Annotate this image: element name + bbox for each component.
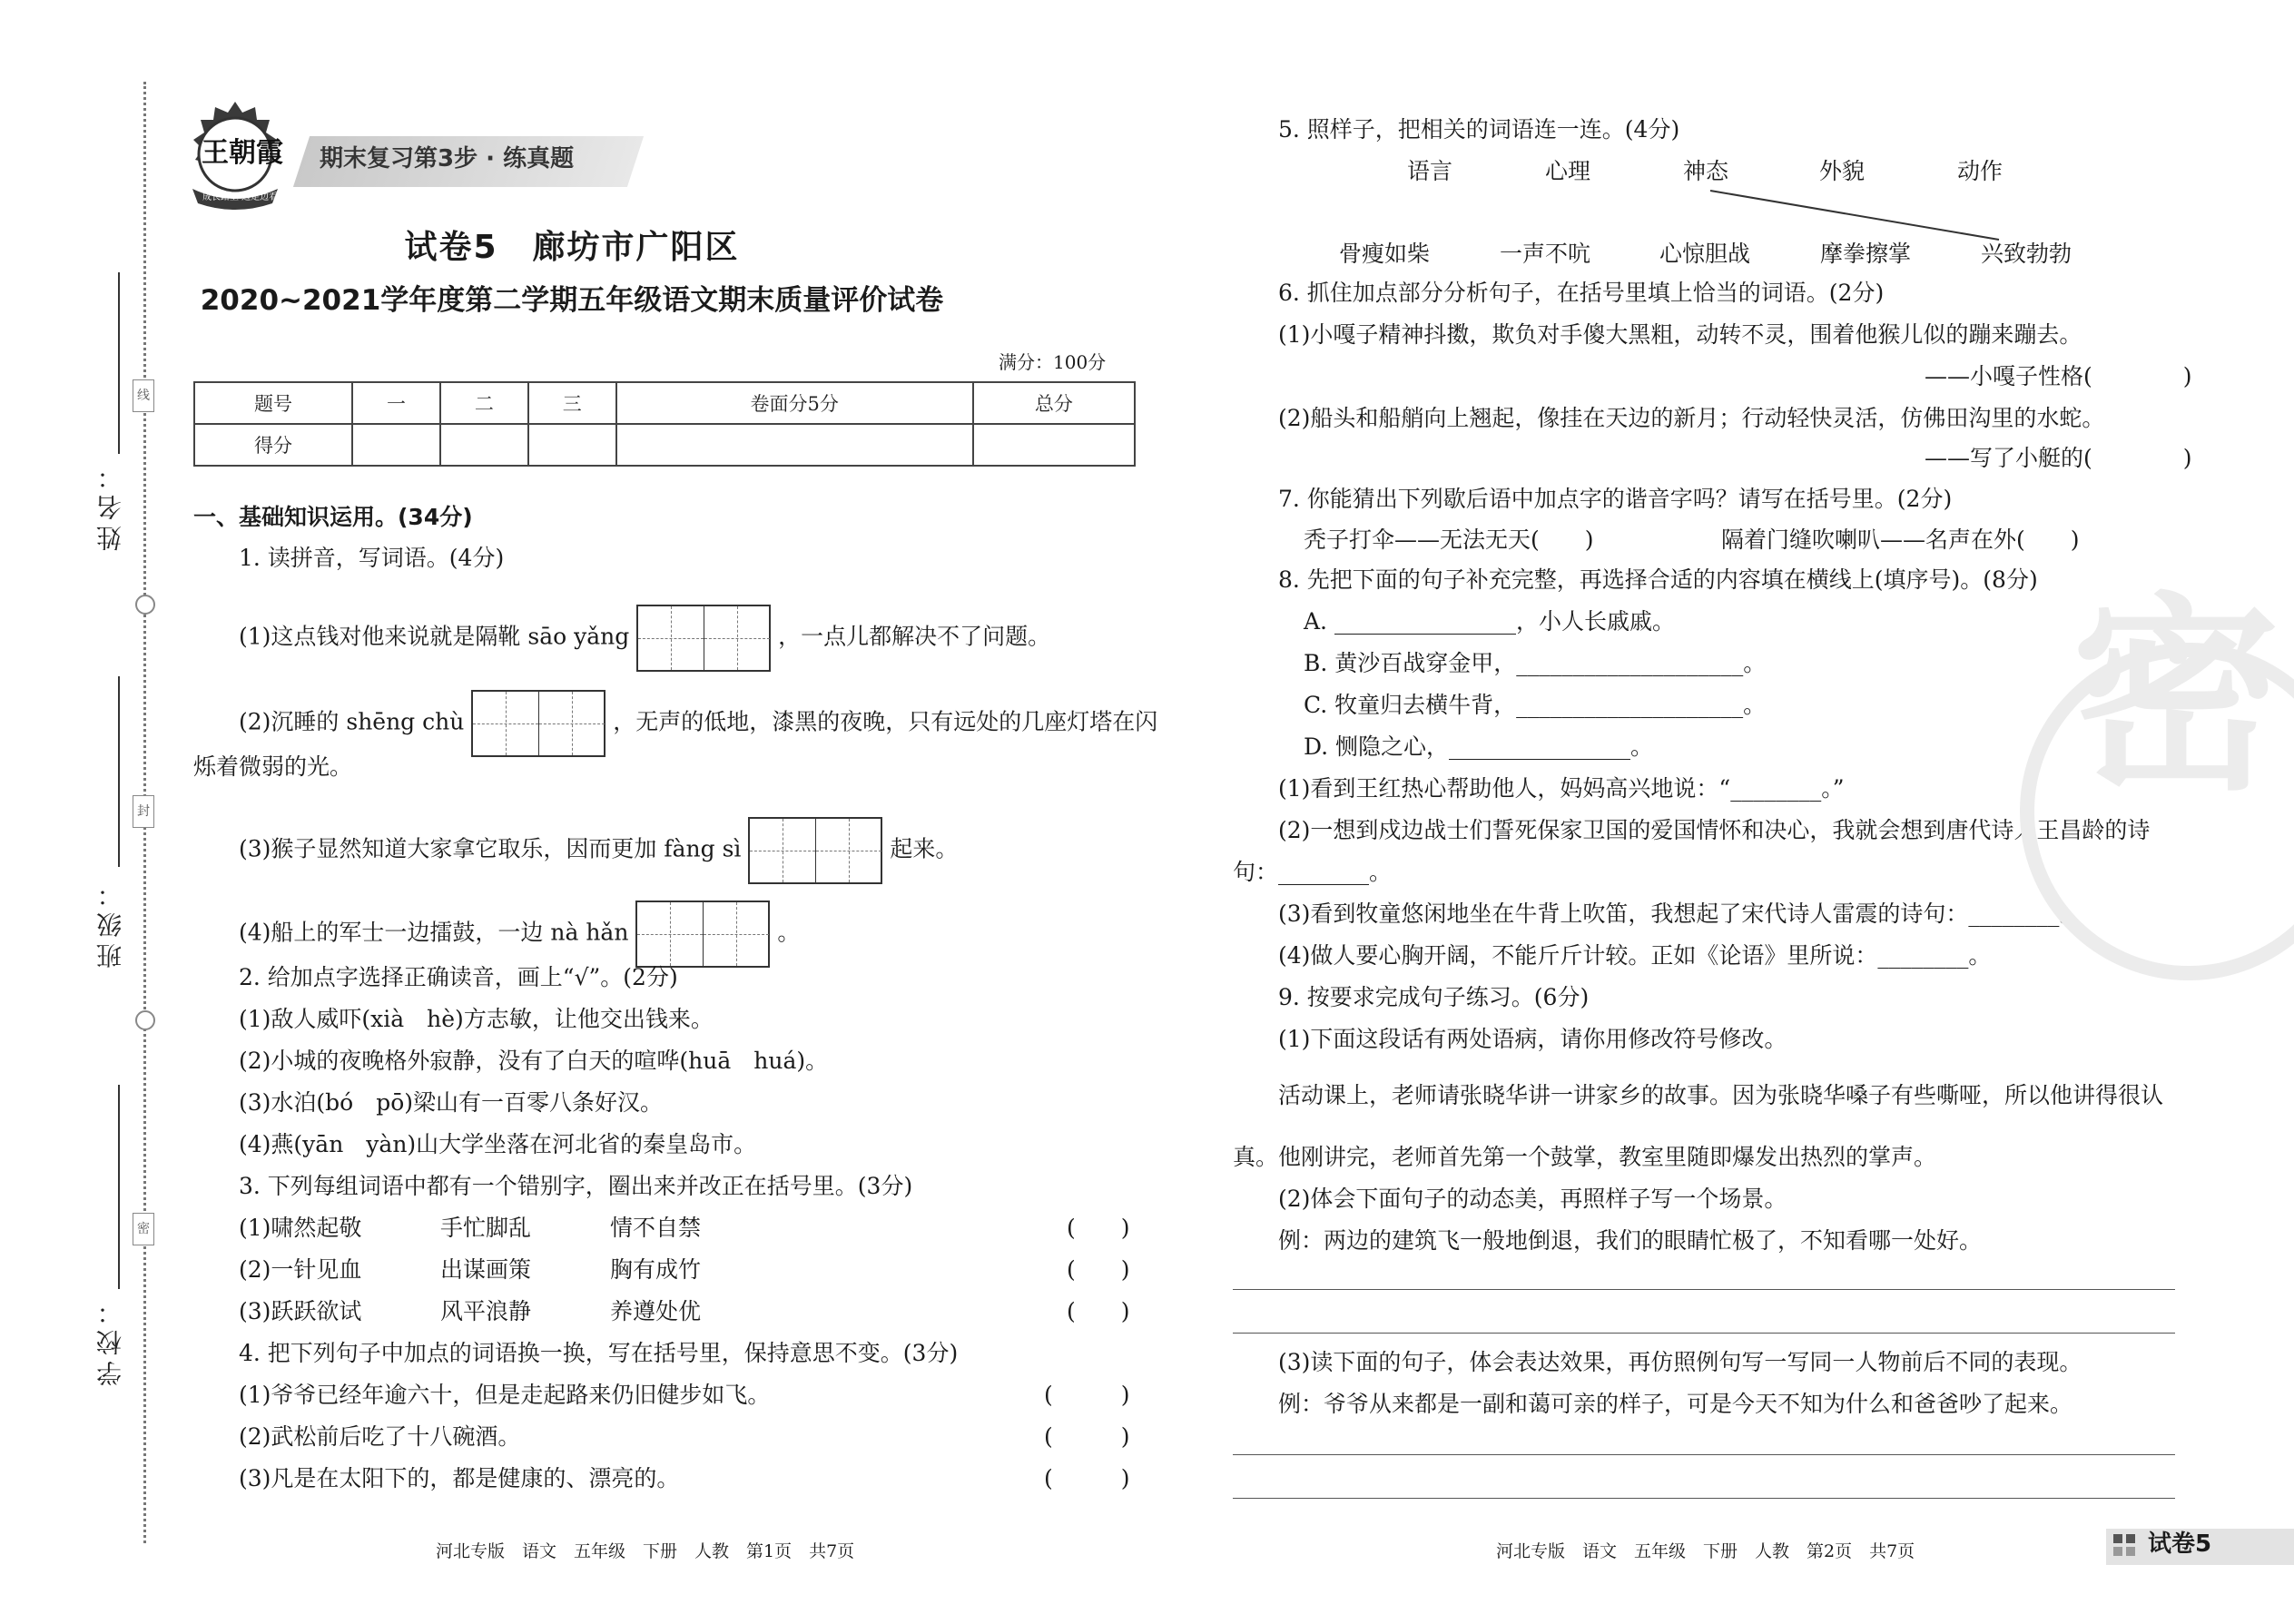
score-header: 一 — [352, 382, 440, 424]
q3-r1-c3: 情不自禁 — [610, 1215, 702, 1241]
q1-item1-text: (1)这点钱对他来说就是隔靴 sāo yǎng — [239, 623, 630, 650]
footer-left: 河北专版 语文 五年级 下册 人教 第1页 共7页 — [436, 1541, 855, 1561]
tab-square-icon — [2126, 1534, 2135, 1543]
q5-bottom-word: 一声不吭 — [1500, 241, 1591, 267]
q3-r2-c2: 出谋画策 — [440, 1256, 532, 1283]
watermark-glyph: 密 — [2072, 576, 2281, 819]
q2-item3: (3)水泊(bó pō)梁山有一百零八条好汉。 — [239, 1089, 664, 1116]
pinyin-writing-box[interactable] — [636, 605, 771, 672]
pinyin-writing-box[interactable] — [635, 901, 770, 968]
pinyin-writing-box[interactable] — [471, 690, 605, 757]
pinyin-writing-box[interactable] — [748, 817, 882, 884]
tab-square-icon — [2113, 1547, 2122, 1556]
q8-s1: (1)看到王红热心帮助他人，妈妈高兴地说：“________。” — [1278, 775, 1845, 802]
score-cell[interactable] — [973, 424, 1135, 466]
q6-item1-answer[interactable]: ——小嘎子性格( ) — [1925, 363, 2192, 389]
q5-top-word: 神态 — [1683, 158, 1729, 184]
q1-item3-tail: 起来。 — [890, 835, 959, 862]
score-header: 二 — [440, 382, 528, 424]
binding-hole-icon — [135, 595, 155, 615]
q1-item2-text: (2)沉睡的 shēng chù — [239, 708, 465, 735]
binding-hole-icon — [135, 1010, 155, 1030]
q3-r1-answer[interactable]: ( ) — [1067, 1215, 1130, 1241]
q7-title: 7. 你能猜出下列歇后语中加点字的谐音字吗？请写在括号里。(2分) — [1278, 486, 1953, 512]
logo-text: 王朝霞 — [202, 137, 283, 169]
q1-item3 — [239, 817, 958, 884]
q9-example2: 例：两边的建筑飞一般地倒退，我们的眼睛忙极了，不知看哪一处好。 — [1278, 1227, 1983, 1254]
q8-s2: (2)一想到戍边战士们誓死保家卫国的爱国情怀和决心，我就会想到唐代诗人王昌龄的诗 — [1278, 817, 2151, 843]
q4-item1: (1)爷爷已经年逾六十，但是走起路来仍旧健步如飞。 — [239, 1382, 771, 1408]
q1-item1 — [239, 605, 1050, 672]
logo-ribbon-text: 成长路上 边走边看 — [202, 192, 279, 202]
tab-square-icon — [2126, 1547, 2135, 1556]
q5-top-word: 动作 — [1957, 158, 2004, 184]
section-1-heading: 一、基础知识运用。(34分) — [193, 504, 473, 530]
q3-r2-c1: (2)一针见血 — [239, 1256, 362, 1283]
class-label: 班级： — [95, 876, 125, 969]
full-score: 满分：100分 — [999, 351, 1107, 373]
score-header: 卷面分5分 — [616, 382, 973, 424]
score-cell[interactable] — [440, 424, 528, 466]
q3-r2-answer[interactable]: ( ) — [1067, 1256, 1130, 1283]
q3-r3-c1: (3)跃跃欲试 — [239, 1298, 362, 1324]
footer-right: 河北专版 语文 五年级 下册 人教 第2页 共7页 — [1496, 1541, 1915, 1561]
score-header: 总分 — [973, 382, 1135, 424]
school-line — [118, 1085, 120, 1289]
q3-r1-c1: (1)啸然起敬 — [239, 1215, 362, 1241]
q4-item1-answer[interactable]: ( ) — [1044, 1382, 1130, 1408]
q7-a: 秃子打伞——无法无天( ) — [1304, 527, 1594, 553]
q1-item1-tail: ，一点儿都解决不了问题。 — [778, 623, 1051, 650]
q3-r2-c3: 胸有成竹 — [610, 1256, 702, 1283]
q4-item2-answer[interactable]: ( ) — [1044, 1423, 1130, 1450]
answer-line[interactable] — [1233, 1333, 2175, 1334]
paper-title: 试卷5 廊坊市广阳区 — [404, 229, 740, 266]
q5-bottom-word: 骨瘦如柴 — [1339, 241, 1431, 267]
q8-option-b: B. 黄沙百战穿金甲，____________________。 — [1304, 650, 1767, 676]
q3-r3-answer[interactable]: ( ) — [1067, 1298, 1130, 1324]
answer-line[interactable] — [1233, 1289, 2175, 1290]
q6-item2: (2)船头和船艄向上翘起，像挂在天边的新月；行动轻快灵活，仿佛田沟里的水蛇。 — [1278, 405, 2105, 431]
q2-item4: (4)燕(yān yàn)山大学坐落在河北省的秦皇岛市。 — [239, 1131, 757, 1157]
q1-item4 — [239, 901, 800, 968]
q1-item3-text: (3)猴子显然知道大家拿它取乐，因而更加 fàng sì — [239, 835, 742, 862]
q9-s1: (1)下面这段话有两处语病，请你用修改符号修改。 — [1278, 1026, 1787, 1052]
score-row-label: 得分 — [194, 424, 352, 466]
score-header: 三 — [528, 382, 616, 424]
cut-mark-mi: 密 — [133, 1213, 154, 1245]
q6-item1: (1)小嘎子精神抖擞，欺负对手傻大黑粗，动转不灵，围着他猴儿似的蹦来蹦去。 — [1278, 321, 2082, 348]
q5-bottom-word: 兴致勃勃 — [1981, 241, 2072, 267]
q1-item2-cont: 烁着微弱的光。 — [193, 753, 353, 780]
q8-s4: (4)做人要心胸开阔，不能斤斤计较。正如《论语》里所说：________。 — [1278, 942, 1992, 969]
q9-passage-line1: 活动课上，老师请张晓华讲一讲家乡的故事。因为张晓华嗓子有些嘶哑，所以他讲得很认 — [1278, 1082, 2164, 1108]
cut-mark-xian: 线 — [133, 379, 154, 412]
q5-bottom-word: 摩拳擦掌 — [1820, 241, 1912, 267]
score-cell[interactable] — [616, 424, 973, 466]
answer-line[interactable] — [1233, 1498, 2175, 1499]
q1-item4-tail: 。 — [777, 919, 801, 946]
paper-subtitle: 2020~2021学年度第二学期五年级语文期末质量评价试卷 — [200, 284, 944, 317]
q5-top-word: 心理 — [1545, 158, 1591, 184]
q2-title: 2. 给加点字选择正确读音，画上“√”。(2分) — [239, 964, 678, 990]
tab-label: 试卷5 — [2148, 1530, 2212, 1558]
q9-title: 9. 按要求完成句子练习。(6分) — [1278, 984, 1590, 1010]
q8-option-a: A. ________________，小人长戚戚。 — [1304, 608, 1675, 635]
q8-title: 8. 先把下面的句子补充完整，再选择合适的内容填在横线上(填序号)。(8分) — [1278, 566, 2038, 593]
q3-r1-c2: 手忙脚乱 — [440, 1215, 532, 1241]
q3-title: 3. 下列每组词语中都有一个错别字，圈出来并改正在括号里。(3分) — [239, 1173, 913, 1199]
class-line — [118, 676, 120, 867]
q5-top-word: 语言 — [1407, 158, 1453, 184]
answer-line[interactable] — [1233, 1454, 2175, 1455]
q5-bottom-word: 心惊胆战 — [1659, 241, 1751, 267]
q4-title: 4. 把下列句子中加点的词语换一换，写在括号里，保持意思不变。(3分) — [239, 1340, 959, 1366]
q2-item1: (1)敌人威吓(xià hè)方志敏，让他交出钱来。 — [239, 1006, 714, 1032]
q1-item2-tail: ，无声的低地，漆黑的夜晚，只有远处的几座灯塔在闪 — [613, 708, 1158, 735]
q4-item2: (2)武松前后吃了十八碗酒。 — [239, 1423, 521, 1450]
q1-item2 — [239, 690, 1157, 757]
q5-top-word: 外貌 — [1819, 158, 1866, 184]
banner-text: 期末复习第3步 · 练真题 — [320, 145, 575, 172]
q9-example3: 例：爷爷从来都是一副和蔼可亲的样子，可是今天不知为什么和爸爸吵了起来。 — [1278, 1391, 2073, 1417]
school-label: 学校： — [95, 1294, 125, 1386]
q8-option-c: C. 牧童归去横牛背，____________________。 — [1304, 692, 1767, 718]
score-cell[interactable] — [528, 424, 616, 466]
q6-item2-answer[interactable]: ——写了小艇的( ) — [1925, 445, 2192, 471]
name-label: 姓名： — [95, 458, 125, 551]
q5-title: 5. 照样子，把相关的词语连一连。(4分) — [1278, 116, 1680, 143]
q9-s3: (3)读下面的句子，体会表达效果，再仿照例句写一写同一人物前后不同的表现。 — [1278, 1349, 2082, 1375]
q8-s2-cont: 句：________。 — [1233, 859, 1393, 885]
q2-item2: (2)小城的夜晚格外寂静，没有了白天的喧哗(huā huá)。 — [239, 1048, 829, 1074]
q8-option-d: D. 恻隐之心，________________。 — [1304, 733, 1654, 760]
q3-r3-c2: 风平浪静 — [440, 1298, 532, 1324]
cut-mark-feng: 封 — [133, 795, 154, 828]
q3-r3-c3: 养遵处优 — [610, 1298, 702, 1324]
q9-passage-line2: 真。他刚讲完，老师首先第一个鼓掌，教室里随即爆发出热烈的掌声。 — [1233, 1144, 1937, 1170]
q1-item4-text: (4)船上的军士一边擂鼓，一边 nà hǎn — [239, 919, 629, 946]
q7-b: 隔着门缝吹喇叭——名声在外( ) — [1721, 527, 2080, 553]
q4-item3-answer[interactable]: ( ) — [1044, 1465, 1130, 1491]
q5-example-link-line — [1679, 187, 2015, 243]
score-header: 题号 — [194, 382, 352, 424]
q4-item3: (3)凡是在太阳下的，都是健康的、漂亮的。 — [239, 1465, 680, 1491]
q9-s2: (2)体会下面句子的动态美，再照样子写一个场景。 — [1278, 1186, 1787, 1212]
tab-square-icon — [2113, 1534, 2122, 1543]
score-table — [193, 381, 1136, 467]
score-cell[interactable] — [352, 424, 440, 466]
q1-title: 1. 读拼音，写词语。(4分) — [239, 545, 505, 571]
q6-title: 6. 抓住加点部分分析句子，在括号里填上恰当的词语。(2分) — [1278, 280, 1885, 306]
q8-s3: (3)看到牧童悠闲地坐在牛背上吹笛，我想起了宋代诗人雷震的诗句：________。 — [1278, 901, 2082, 927]
